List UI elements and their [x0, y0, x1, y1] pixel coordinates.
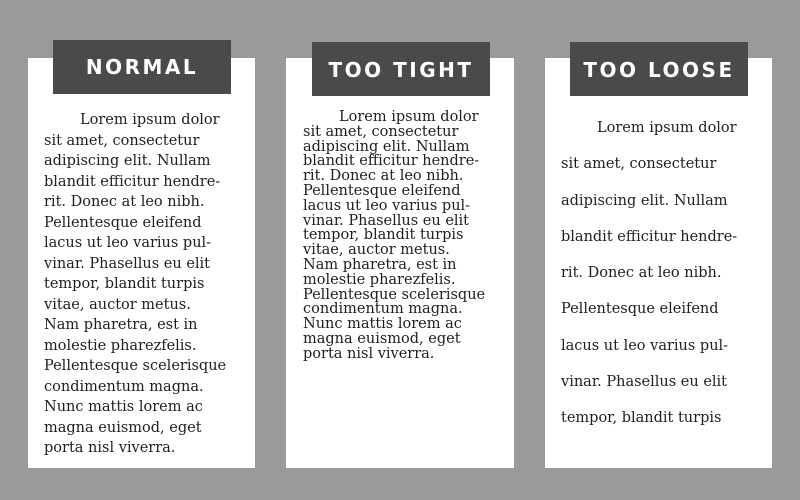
text-line: Lorem ipsum dolor — [80, 112, 220, 128]
text-line: tempor, blandit turpis — [303, 227, 464, 244]
label-normal: NORMAL — [53, 40, 231, 94]
text-line: adipiscing elit. Nullam — [303, 138, 470, 155]
text-line: rit. Donec at leo nibh. — [44, 194, 205, 210]
text-line: rit. Donec at leo nibh. — [303, 168, 464, 185]
text-line: vitae, auctor metus. — [303, 242, 450, 259]
text-line: condimentum magna. — [303, 301, 463, 318]
text-line: lacus ut leo varius pul- — [44, 235, 212, 251]
text-line: Pellentesque eleifend — [44, 214, 202, 231]
text-line: tempor, blandit turpis — [561, 410, 722, 427]
text-line: sit amet, consectetur — [44, 132, 200, 149]
text-line: Pellentesque eleifend — [561, 301, 719, 318]
text-line: condimentum magna. — [44, 378, 204, 395]
text-line: adipiscing elit. Nullam — [561, 192, 728, 209]
text-line: molestie pharezfelis. — [303, 271, 456, 288]
text-line: vinar. Phasellus eu elit — [303, 212, 470, 229]
body-text-normal — [44, 110, 226, 459]
text-line: blandit efficitur hendre- — [561, 228, 738, 245]
text-line: vinar. Phasellus eu elit — [44, 255, 211, 272]
label-too-tight: TOO TIGHT — [312, 42, 490, 96]
text-line: magna euismod, eget — [303, 330, 461, 347]
text-line: Pellentesque eleifend — [303, 182, 461, 199]
text-line: sit amet, consectetur — [303, 123, 459, 140]
body-text-too-loose — [561, 110, 737, 437]
text-line: sit amet, consectetur — [561, 156, 717, 173]
text-line: magna euismod, eget — [44, 419, 202, 436]
text-line: blandit efficitur hendre- — [44, 173, 221, 190]
text-line: lacus ut leo varius pul- — [561, 337, 729, 354]
text-line: vitae, auctor metus. — [44, 296, 191, 313]
text-line: Nunc mattis lorem ac — [303, 316, 462, 333]
body-text-too-tight — [303, 110, 485, 362]
text-line: Lorem ipsum dolor — [339, 109, 479, 125]
text-line: Nunc mattis lorem ac — [44, 399, 203, 415]
text-line: porta nisl viverra. — [303, 345, 435, 362]
text-line: lacus ut leo varius pul- — [303, 197, 471, 214]
text-line: porta nisl viverra. — [44, 440, 176, 456]
text-line: Pellentesque scelerisque — [44, 358, 227, 374]
text-line: blandit efficitur hendre- — [303, 153, 480, 170]
text-line: Lorem ipsum dolor — [597, 120, 737, 136]
label-too-loose: TOO LOOSE — [570, 42, 748, 96]
text-line: adipiscing elit. Nullam — [44, 153, 211, 169]
text-line: rit. Donec at leo nibh. — [561, 265, 722, 282]
text-line: vinar. Phasellus eu elit — [561, 374, 728, 391]
text-line: Nam pharetra, est in — [44, 317, 198, 333]
text-line: Nam pharetra, est in — [303, 256, 457, 273]
text-line: Pellentesque scelerisque — [303, 286, 486, 303]
text-line: tempor, blandit turpis — [44, 276, 205, 292]
text-line: molestie pharezfelis. — [44, 337, 197, 354]
